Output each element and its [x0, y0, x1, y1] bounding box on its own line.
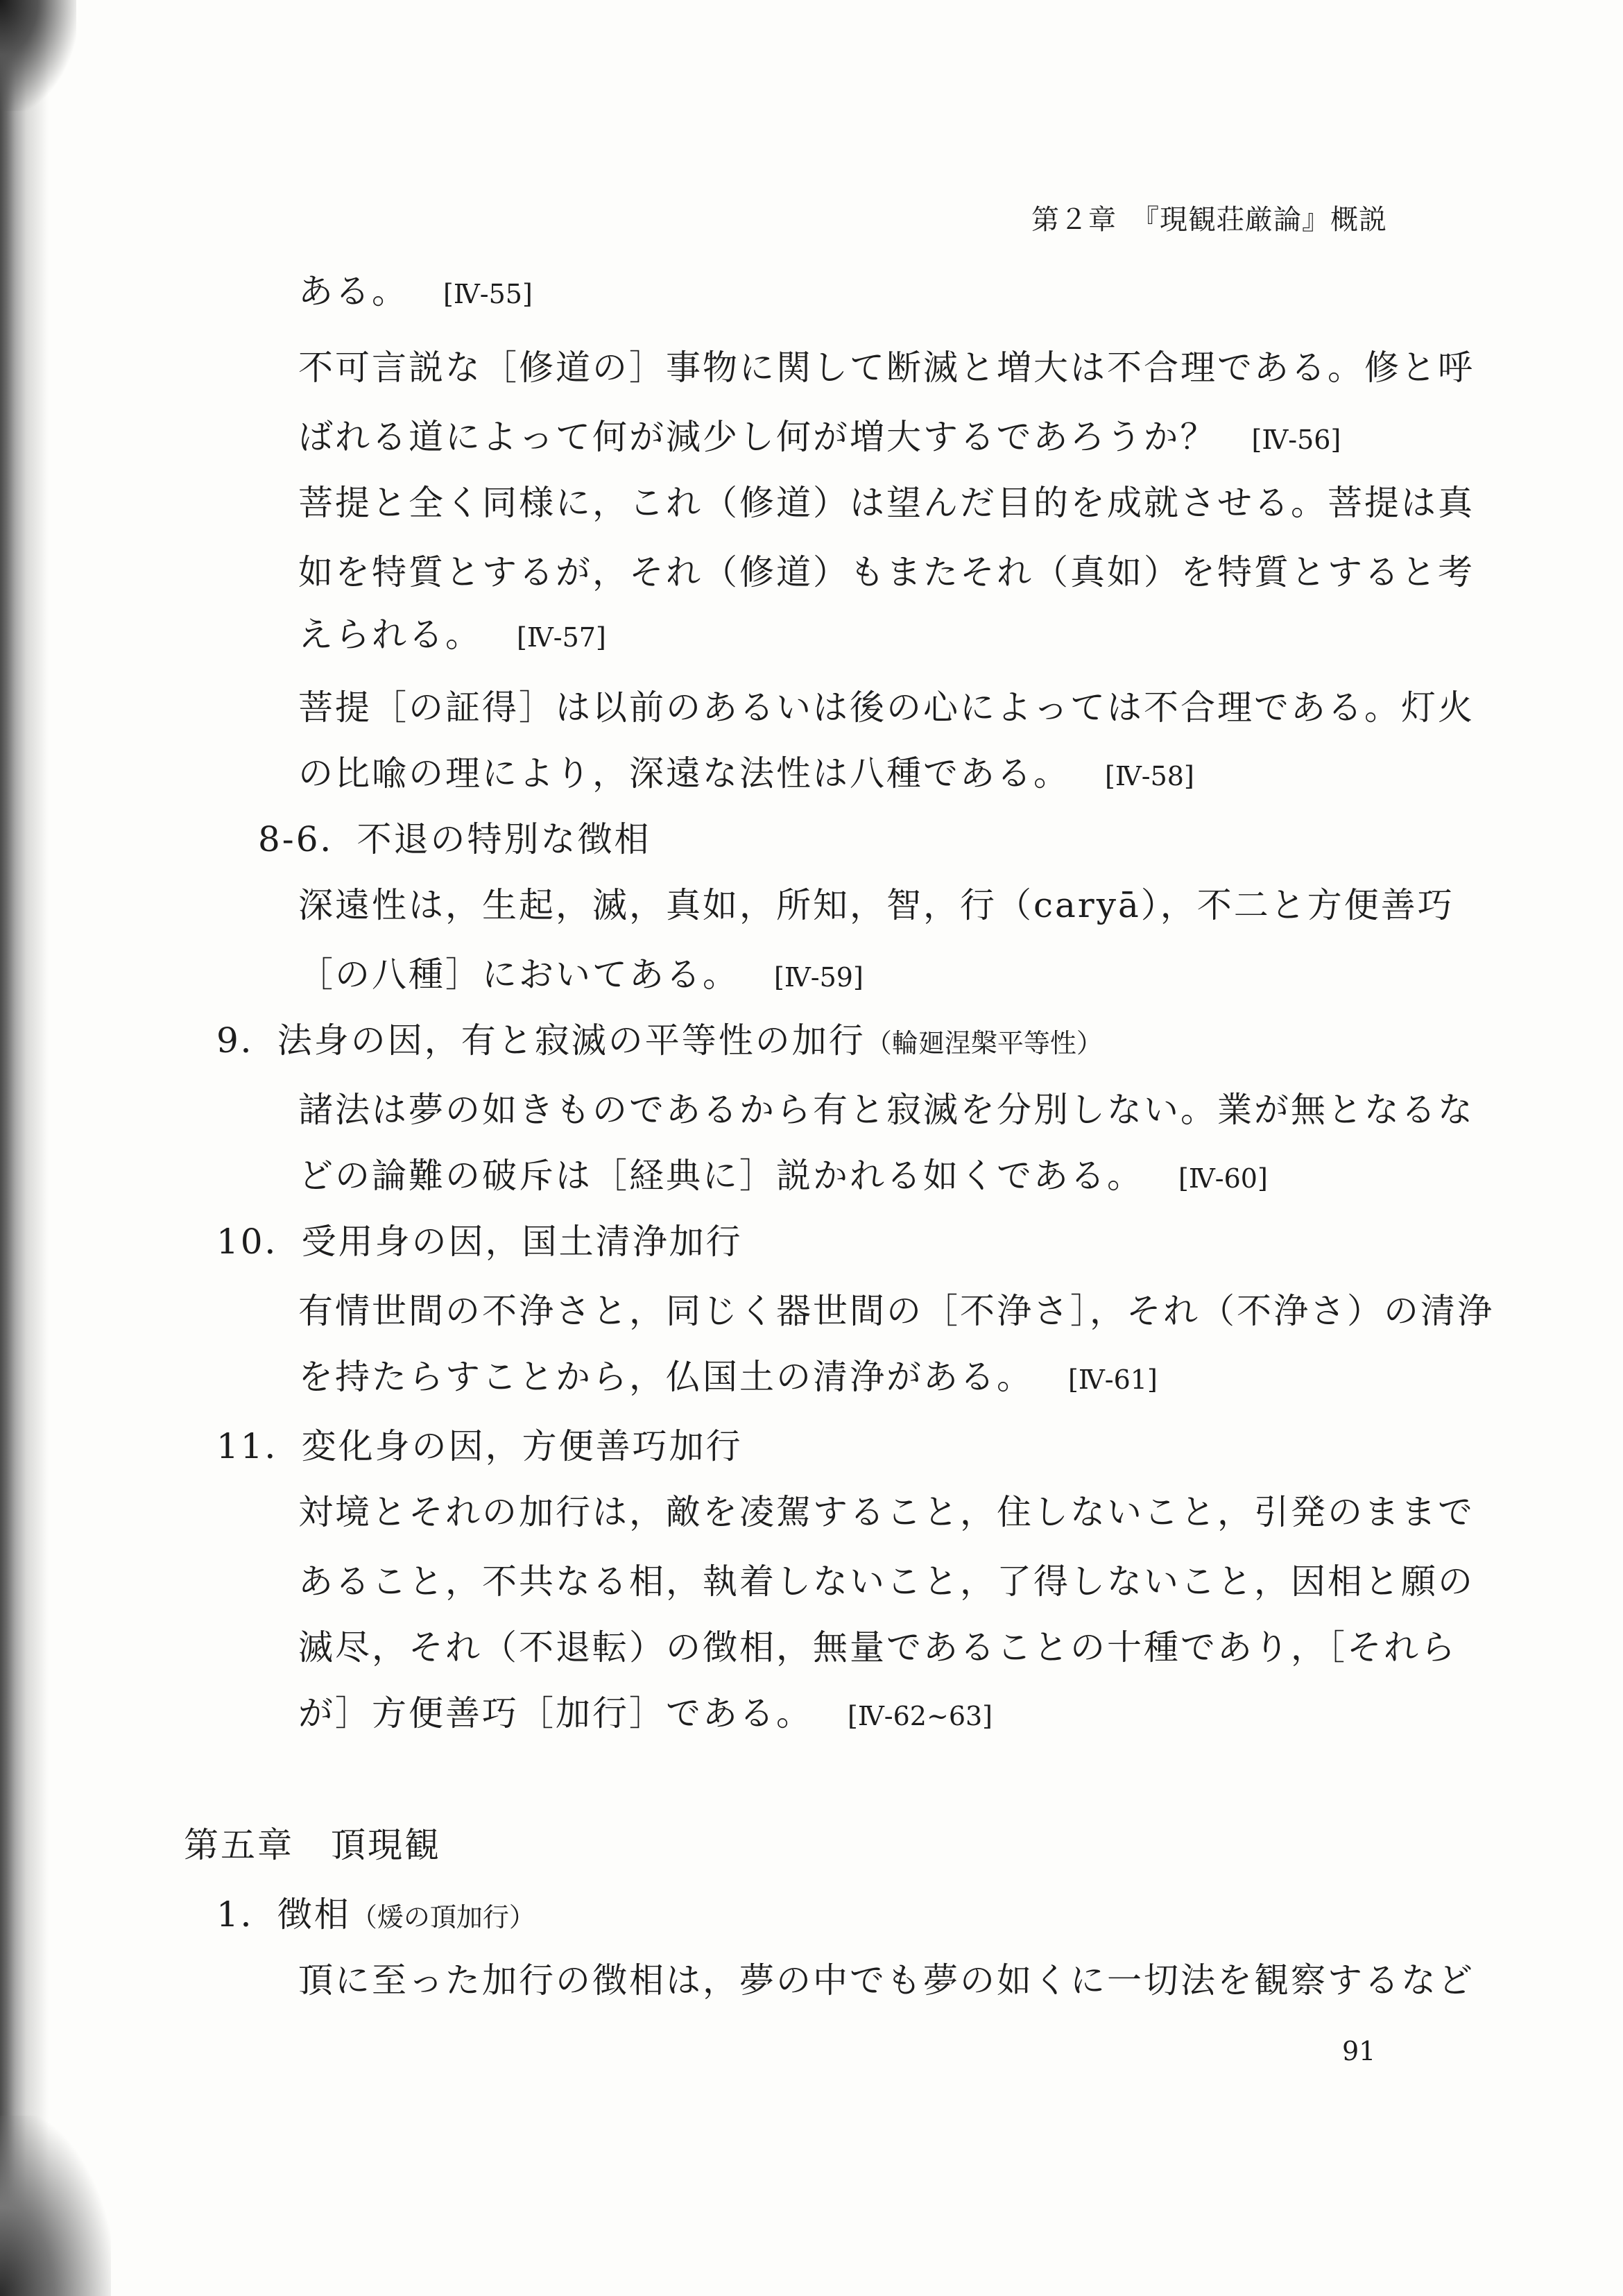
scan-shadow-top [0, 0, 76, 111]
verse-reference: [Ⅳ-55] [443, 279, 533, 309]
text-line: 不可言説な［修道の］事物に関して断滅と増大は不合理である。修と呼 [298, 348, 1475, 388]
verse-reference: [Ⅳ-62~63] [848, 1701, 993, 1731]
text-line: あること，不共なる相，執着しないこと，了得しないこと，因相と願の [298, 1561, 1475, 1602]
section-heading: 9．法身の因，有と寂滅の平等性の加行（輪廻涅槃平等性） [216, 1020, 1103, 1061]
text-line: を持たらすことから，仏国土の清浄がある。 [Ⅳ-61] [298, 1357, 1158, 1397]
text-line: 諸法は夢の如きものであるから有と寂滅を分別しない。業が無となるな [298, 1090, 1475, 1130]
text-line: 有情世間の不浄さと，同じく器世間の［不浄さ］，それ（不浄さ）の清浄 [298, 1291, 1494, 1331]
heading-note: （煖の頂加行） [350, 1902, 535, 1933]
text-line: ばれる道によって何が減少し何が増大するであろうか？ [Ⅳ-56] [298, 417, 1341, 457]
text-line: 対境とそれの加行は，敵を凌駕すること，住しないこと，引発のままで [298, 1492, 1475, 1532]
text-line: ある。 [Ⅳ-55] [298, 271, 533, 311]
text-line: えられる。 [Ⅳ-57] [298, 615, 606, 655]
verse-reference: [Ⅳ-60] [1178, 1163, 1268, 1194]
text-line: 如を特質とするが，それ（修道）もまたそれ（真如）を特質とすると考 [298, 552, 1475, 592]
text-line: 滅尽，それ（不退転）の徴相，無量であることの十種であり，［それら [298, 1627, 1457, 1668]
scan-shadow-left [0, 0, 49, 2296]
verse-reference: [Ⅳ-59] [774, 962, 864, 993]
page-number: 91 [1342, 2036, 1376, 2066]
heading-note: （輪廻涅槃平等性） [865, 1028, 1103, 1059]
text-line: 深遠性は，生起，滅，真如，所知，智，行（caryā），不二と方便善巧 [298, 885, 1454, 925]
section-heading: 10．受用身の因，国土清浄加行 [216, 1222, 743, 1262]
text-line: どの論難の破斥は［経典に］説かれる如くである。 [Ⅳ-60] [298, 1156, 1268, 1196]
section-heading: 11．変化身の因，方便善巧加行 [216, 1426, 743, 1466]
text-line: の比喩の理により，深遠な法性は八種である。 [Ⅳ-58] [298, 753, 1194, 794]
section-heading: 8-6．不退の特別な徴相 [258, 819, 651, 859]
chapter-heading: 第五章 頂現観 [184, 1825, 441, 1865]
verse-reference: [Ⅳ-56] [1251, 425, 1341, 455]
verse-reference: [Ⅳ-58] [1105, 761, 1194, 791]
text-line: 菩提［の証得］は以前のあるいは後の心によっては不合理である。灯火 [298, 687, 1475, 728]
text-line: 菩提と全く同様に，これ（修道）は望んだ目的を成就させる。菩提は真 [298, 483, 1475, 523]
text-line: ［の八種］においてある。 [Ⅳ-59] [298, 954, 864, 995]
section-heading: 1．徴相（煖の頂加行） [216, 1894, 535, 1935]
running-header: 第２章 『現観荘厳論』概説 [1031, 204, 1387, 236]
scan-shadow-bottom [0, 2116, 111, 2296]
text-line: が］方便善巧［加行］である。 [Ⅳ-62~63] [298, 1693, 993, 1733]
text-line: 頂に至った加行の徴相は，夢の中でも夢の如くに一切法を観察するなど [298, 1960, 1475, 2001]
verse-reference: [Ⅳ-61] [1068, 1364, 1158, 1395]
verse-reference: [Ⅳ-57] [517, 622, 606, 653]
